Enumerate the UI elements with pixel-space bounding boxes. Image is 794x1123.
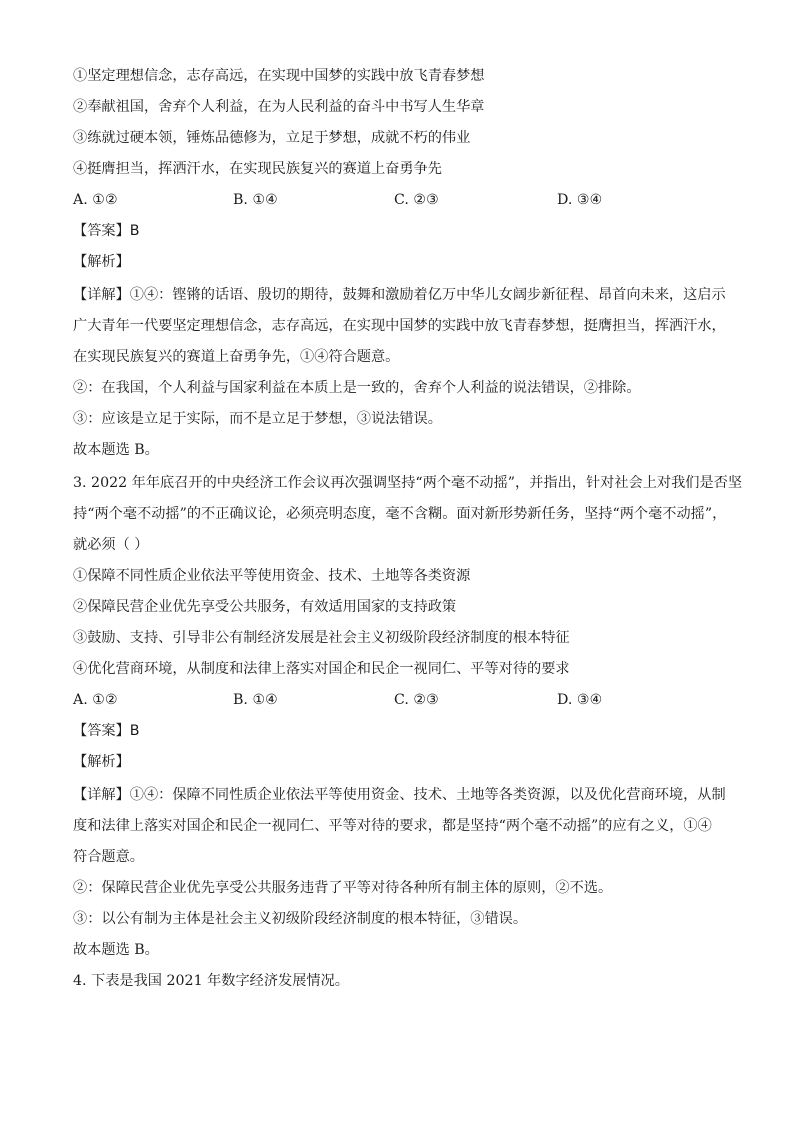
q3-conclusion: 故本题选 B。 [73,942,159,958]
q2-detail-line-3: 在实现民族复兴的赛道上奋勇争先，①④符合题意。 [73,349,400,365]
q3-stem-line-1: 3. 2022 年年底召开的中央经济工作会议再次强调坚持“两个毫不动摇”，并指出，针对社会上对我们是否坚 [73,475,743,491]
q3-option-d: D. ③④ [557,692,603,708]
q2-answer: 【答案】B [73,223,140,239]
q2-analysis-heading: 【解析】 [73,254,130,270]
q3-detail-line-1: 【详解】①④：保障不同性质企业依法平等使用资金、技术、土地等各类资源，以及优化营商环境，从制 [73,787,726,803]
q3-analysis-heading: 【解析】 [73,754,130,770]
q2-item-2: ②奉献祖国，舍弃个人利益，在为人民利益的奋斗中书写人生华章 [73,99,485,115]
q2-option-b: B. ①④ [233,192,278,208]
q2-item-1: ①坚定理想信念，志存高远，在实现中国梦的实践中放飞青春梦想 [73,68,485,84]
q2-detail-line-5: ③：应该是立足于实际，而不是立足于梦想，③说法错误。 [73,411,442,427]
q3-detail-line-5: ③：以公有制为主体是社会主义初级阶段经济制度的根本特征，③错误。 [73,911,528,927]
q2-option-d: D. ③④ [557,192,603,208]
q3-stem-line-2: 持“两个毫不动摇”的不正确议论，必须亮明态度，毫不含糊。面对新形势新任务，坚持“两个毫不动摇”， [73,506,727,522]
q2-item-4: ④挺膺担当，挥洒汗水，在实现民族复兴的赛道上奋勇争先 [73,161,442,177]
q3-detail-line-2: 度和法律上落实对国企和民企一视同仁、平等对待的要求，都是坚持“两个毫不动摇”的应有之义，①④ [73,818,712,834]
q3-answer: 【答案】B [73,723,140,739]
q2-detail-line-4: ②：在我国，个人利益与国家利益在本质上是一致的，舍弃个人利益的说法错误，②排除。 [73,380,641,396]
q2-options [73,191,753,209]
q3-options [73,691,753,709]
q2-option-a: A. ①② [73,192,118,208]
q2-conclusion: 故本题选 B。 [73,442,159,458]
q3-item-1: ①保障不同性质企业依法平等使用资金、技术、土地等各类资源 [73,568,471,584]
q3-item-2: ②保障民营企业优先享受公共服务，有效适用国家的支持政策 [73,599,457,615]
q3-item-3: ③鼓励、支持、引导非公有制经济发展是社会主义初级阶段经济制度的根本特征 [73,630,570,646]
q3-option-a: A. ①② [73,692,118,708]
q2-detail-line-2: 广大青年一代要坚定理想信念，志存高远，在实现中国梦的实践中放飞青春梦想，挺膺担当，挥洒汗水， [73,318,726,334]
q3-option-c: C. ②③ [394,692,439,708]
q2-detail-line-1: 【详解】①④：铿锵的话语、殷切的期待，鼓舞和激励着亿万中华儿女阔步新征程、昂首向未来，这启示 [73,287,726,303]
q3-item-4: ④优化营商环境，从制度和法律上落实对国企和民企一视同仁、平等对待的要求 [73,661,570,677]
q3-stem-line-3: 就必须（ ） [73,537,149,553]
q2-item-3: ③练就过硬本领，锤炼品德修为，立足于梦想，成就不朽的伟业 [73,130,471,146]
q3-detail-line-4: ②：保障民营企业优先享受公共服务违背了平等对待各种所有制主体的原则，②不选。 [73,880,613,896]
q2-option-c: C. ②③ [394,192,439,208]
q3-detail-line-3: 符合题意。 [73,849,144,865]
q3-option-b: B. ①④ [233,692,278,708]
q4-stem: 4. 下表是我国 2021 年数字经济发展情况。 [73,973,349,989]
